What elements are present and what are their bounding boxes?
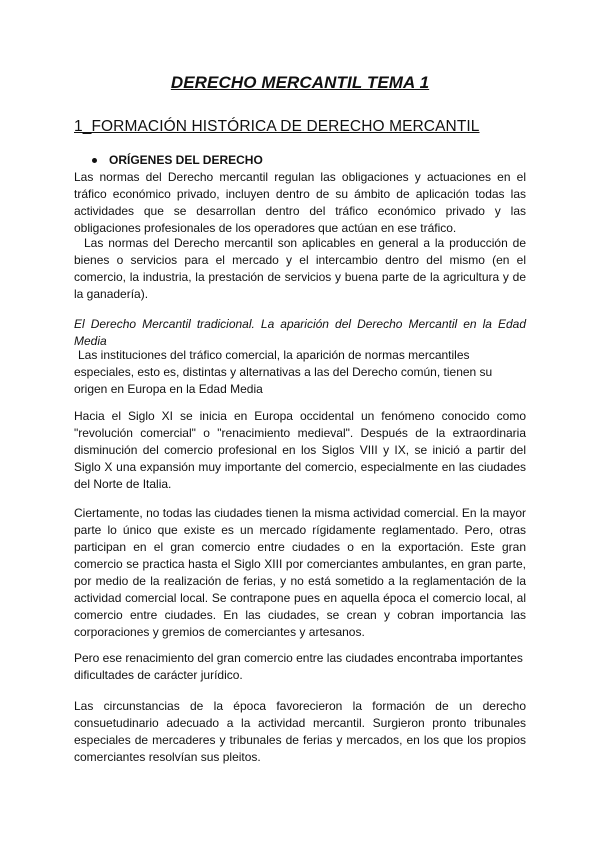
paragraph-7: Las circunstancias de la época favorecieron la formación de un derecho consuetudinario adecuado a la actividad mercantil. Surgieron pronto tribunales especiales de mercaderes y tribunales de ferias y mercados, en los que los propios comerciantes resolvían sus pleitos. bbox=[74, 699, 526, 764]
paragraph-5: Ciertamente, no todas las ciudades tienen la misma actividad comercial. En la mayor parte lo único que existe es un mercado rígidamente reglamentado. Pero, otras participan en el gran comercio entre ciudades o en la exportación. Este gran comercio se practica hasta el Siglo XIII por comerciantes ambulantes, en gran parte, por medio de la realización de ferias, y no está sometido a la reglamentación de la actividad comercial local. Se contrapone pues en aquella época el comercio local, al comercio entre ciudades. En las ciudades, se crean y cobran importancia las corporaciones y gremios de comerciantes y artesanos. bbox=[74, 506, 526, 639]
bullet-heading: ORÍGENES DEL DERECHO bbox=[109, 153, 263, 167]
paragraph-italic-heading: El Derecho Mercantil tradicional. La aparición del Derecho Mercantil en la Edad Media bbox=[74, 317, 526, 348]
bullet-heading-row bbox=[92, 153, 263, 167]
paragraph-6: Pero ese renacimiento del gran comercio entre las ciudades encontraba importantes dificultades de carácter jurídico. bbox=[74, 651, 523, 682]
bullet-icon bbox=[92, 158, 97, 163]
paragraph-3: Las instituciones del tráfico comercial, la aparición de normas mercantiles especiales, esto es, distintas y alternativas a las del Derecho común, tienen su origen en Europa en la Edad Media bbox=[74, 348, 493, 396]
document-title: DERECHO MERCANTIL TEMA 1 bbox=[170, 73, 430, 92]
paragraph-4: Hacia el Siglo XI se inicia en Europa occidental un fenómeno conocido como "revolución comercial" o "renacimiento medieval". Después de la extraordinaria disminución del comercio profesional en los Siglos VIII y IX, se inició a partir del Siglo X una expansión muy importante del comercio, especialmente en las ciudades del Norte de Italia. bbox=[74, 409, 526, 491]
paragraph-1: Las normas del Derecho mercantil regulan las obligaciones y actuaciones en el tráfico económico privado, incluyen dentro de su ámbito de aplicación todas las actividades que se desarrollan dentro del tráfico económico privado y las obligaciones profesionales de los operadores que actúan en ese tráfico. bbox=[74, 170, 526, 235]
section-heading: 1_FORMACIÓN HISTÓRICA DE DERECHO MERCANTIL bbox=[74, 118, 480, 135]
paragraph-2: Las normas del Derecho mercantil son aplicables en general a la producción de bienes o servicios para el mercado y el intercambio dentro del mismo (en el comercio, la industria, la prestación de servicios y buena parte de la agricultura y de la ganadería). bbox=[74, 236, 526, 301]
